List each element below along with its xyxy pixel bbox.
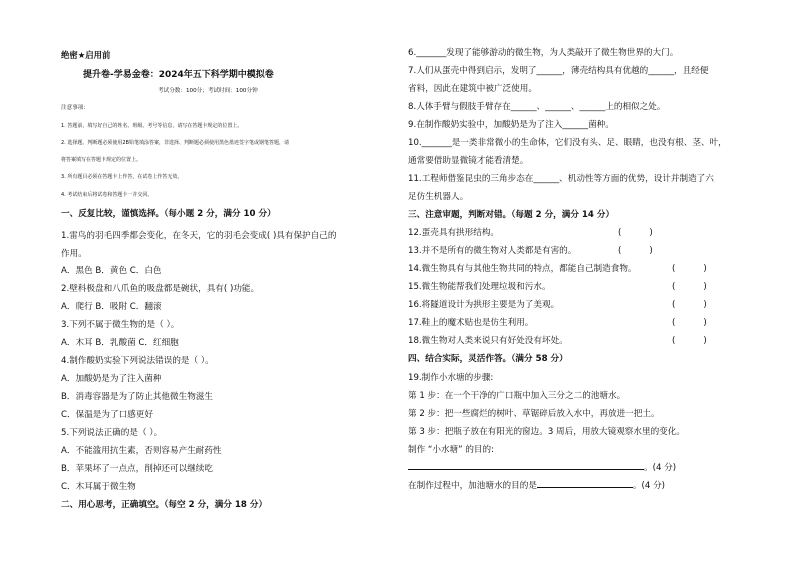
judge-17-text: 17.鞋上的魔术贴也是仿生利用。 <box>408 318 534 328</box>
section-1-heading: 一、反复比较，谨慎选择。（每小题 2 分，满分 10 分） <box>61 209 276 219</box>
question-19: 19.制作小水塘的步骤: <box>408 373 494 383</box>
judge-12-answer[interactable]: ( ) <box>618 228 653 238</box>
question-6: 6._______发现了能够游动的微生物，为人类敲开了微生物世界的大门。 <box>408 48 679 58</box>
question-11: 11.工程师借鉴昆虫的三角步态在______、机动性等方面的优势，设计并制造了六 <box>408 174 714 184</box>
judge-13-text: 13.并不是所有的微生物对人类都是有害的。 <box>408 246 577 256</box>
judge-18-text: 18.微生物对人类来说只有好处没有坏处。 <box>408 336 568 346</box>
page-title: 提升卷-学易金卷：2024年五下科学期中模拟卷 <box>83 70 274 80</box>
judge-15 <box>408 282 551 292</box>
judge-15-answer[interactable]: ( ) <box>672 282 707 292</box>
question-5-option-c: C．木耳属于微生物 <box>61 482 136 492</box>
question-1-options: A．黑色 B．黄色 C．白色 <box>61 266 162 276</box>
question-19b-score: 。(4 分) <box>632 481 666 491</box>
question-1-cont: 作用。 <box>61 249 87 259</box>
note-4: 4. 考试结束后将试卷和答题卡一并交回。 <box>61 192 153 198</box>
judge-13 <box>408 246 576 256</box>
question-9: 9.在制作酸奶实验中，加酸奶是为了注入______菌种。 <box>408 120 614 130</box>
judge-12 <box>408 228 499 238</box>
judge-12-text: 12.蛋壳具有拱形结构。 <box>408 228 500 238</box>
exam-meta: 考试分数：100分；考试时间：100分钟 <box>158 88 258 94</box>
judge-14-text: 14.微生物具有与其他生物共同的特点，都能自己制造食物。 <box>408 264 637 274</box>
section-2-heading: 二、用心思考，正确填空。（每空 2 分，满分 18 分） <box>61 500 268 510</box>
note-2: 2. 选择题、判断题必须使用2B铅笔填涂答案，非选择、判断题必须使用黑色墨迹签字笔或钢笔答题，请 <box>61 140 289 146</box>
judge-16-text: 16.将隧道设计为拱形主要是为了美观。 <box>408 300 560 310</box>
judge-17 <box>408 318 533 328</box>
question-5: 5.下列说法正确的是（ ）。 <box>61 428 163 438</box>
judge-18-answer[interactable]: ( ) <box>672 336 707 346</box>
step-1: 第 1 步：在一个干净的广口瓶中加入三分之二的池塘水。 <box>408 391 626 401</box>
question-4-option-a: A．加酸奶是为了注入菌种 <box>61 374 162 384</box>
question-19b-text: 在制作过程中，加池塘水的目的是 <box>408 481 537 491</box>
question-1: 1.雷鸟的羽毛四季都会变化，在冬天，它的羽毛会变成( )具有保护自己的 <box>61 231 337 241</box>
question-10-cont: 通常要借助显微镜才能看清楚。 <box>408 156 529 166</box>
question-7: 7.人们从蛋壳中得到启示，发明了______，薄壳结构具有优越的______，且经便 <box>408 66 709 76</box>
question-4: 4.制作酸奶实验下列说法错误的是（ ）。 <box>61 356 214 366</box>
question-10: 10._______是一类非常微小的生命体，它们没有头、足、眼睛，也没有根、茎、叶， <box>408 138 727 148</box>
judge-16 <box>408 300 559 310</box>
question-3: 3.下列不属于微生物的是（ ）。 <box>61 320 180 330</box>
judge-14-answer[interactable]: ( ) <box>672 264 707 274</box>
question-8: 8.人体手臂与假肢手臂存在______、______、______上的相似之处。 <box>408 102 666 112</box>
notes-title: 注意事项： <box>61 105 89 111</box>
question-2: 2.壁科极盘和八爪鱼的吸盘都是碗状，具有( )功能。 <box>61 284 260 294</box>
note-1: 1. 答题前，填写好自己的姓名、班级、考号等信息，请写在答题卡规定的位置上。 <box>61 123 243 129</box>
note-2-cont: 将答案填写在答题卡规定的位置上。 <box>61 157 142 163</box>
judge-16-answer[interactable]: ( ) <box>672 300 707 310</box>
purpose-score: 。(4 分) <box>644 463 677 473</box>
judge-18 <box>408 336 568 346</box>
step-3: 第 3 步：把瓶子放在有阳光的窗边。3 周后，用放大镜观察水里的变化。 <box>408 427 685 437</box>
question-7-cont: 省料，因此在建筑中被广泛使用。 <box>408 84 537 94</box>
question-11-cont: 足仿生机器人。 <box>408 192 469 202</box>
purpose-answer-line[interactable] <box>408 463 676 473</box>
question-5-option-b: B．苹果坏了一点点，削掉还可以继续吃 <box>61 464 213 474</box>
secret-label: 绝密★启用前 <box>61 50 111 60</box>
question-2-options: A．爬行 B．吸附 C．翻滚 <box>61 302 162 312</box>
judge-13-answer[interactable]: ( ) <box>618 246 653 256</box>
question-5-option-a: A．不能滥用抗生素，否则容易产生耐药性 <box>61 446 222 456</box>
purpose-prompt: 制作 “小水塘” 的目的: <box>408 445 495 455</box>
note-3: 3. 所有题目必须在答题卡上作答，在试卷上作答无效。 <box>61 174 183 180</box>
question-19b-answer-line[interactable] <box>537 487 633 488</box>
step-2: 第 2 步：把一些腐烂的树叶、草锯碎后放入水中，再放进一把土。 <box>408 409 660 419</box>
section-4-heading: 四、结合实际，灵活作答。（满分 58 分） <box>408 354 568 364</box>
question-4-option-c: C．保温是为了口感更好 <box>61 410 153 420</box>
question-3-options: A．木耳 B．乳酸菌 C．红细胞 <box>61 338 179 348</box>
question-4-option-b: B．消毒容器是为了防止其他微生物滋生 <box>61 392 213 402</box>
judge-14 <box>408 264 637 274</box>
judge-15-text: 15.微生物能帮我们处理垃圾和污水。 <box>408 282 551 292</box>
judge-17-answer[interactable]: ( ) <box>672 318 707 328</box>
question-19b <box>408 481 665 491</box>
section-3-heading: 三、注意审题，判断对错。（每题 2 分，满分 14 分） <box>408 210 615 220</box>
